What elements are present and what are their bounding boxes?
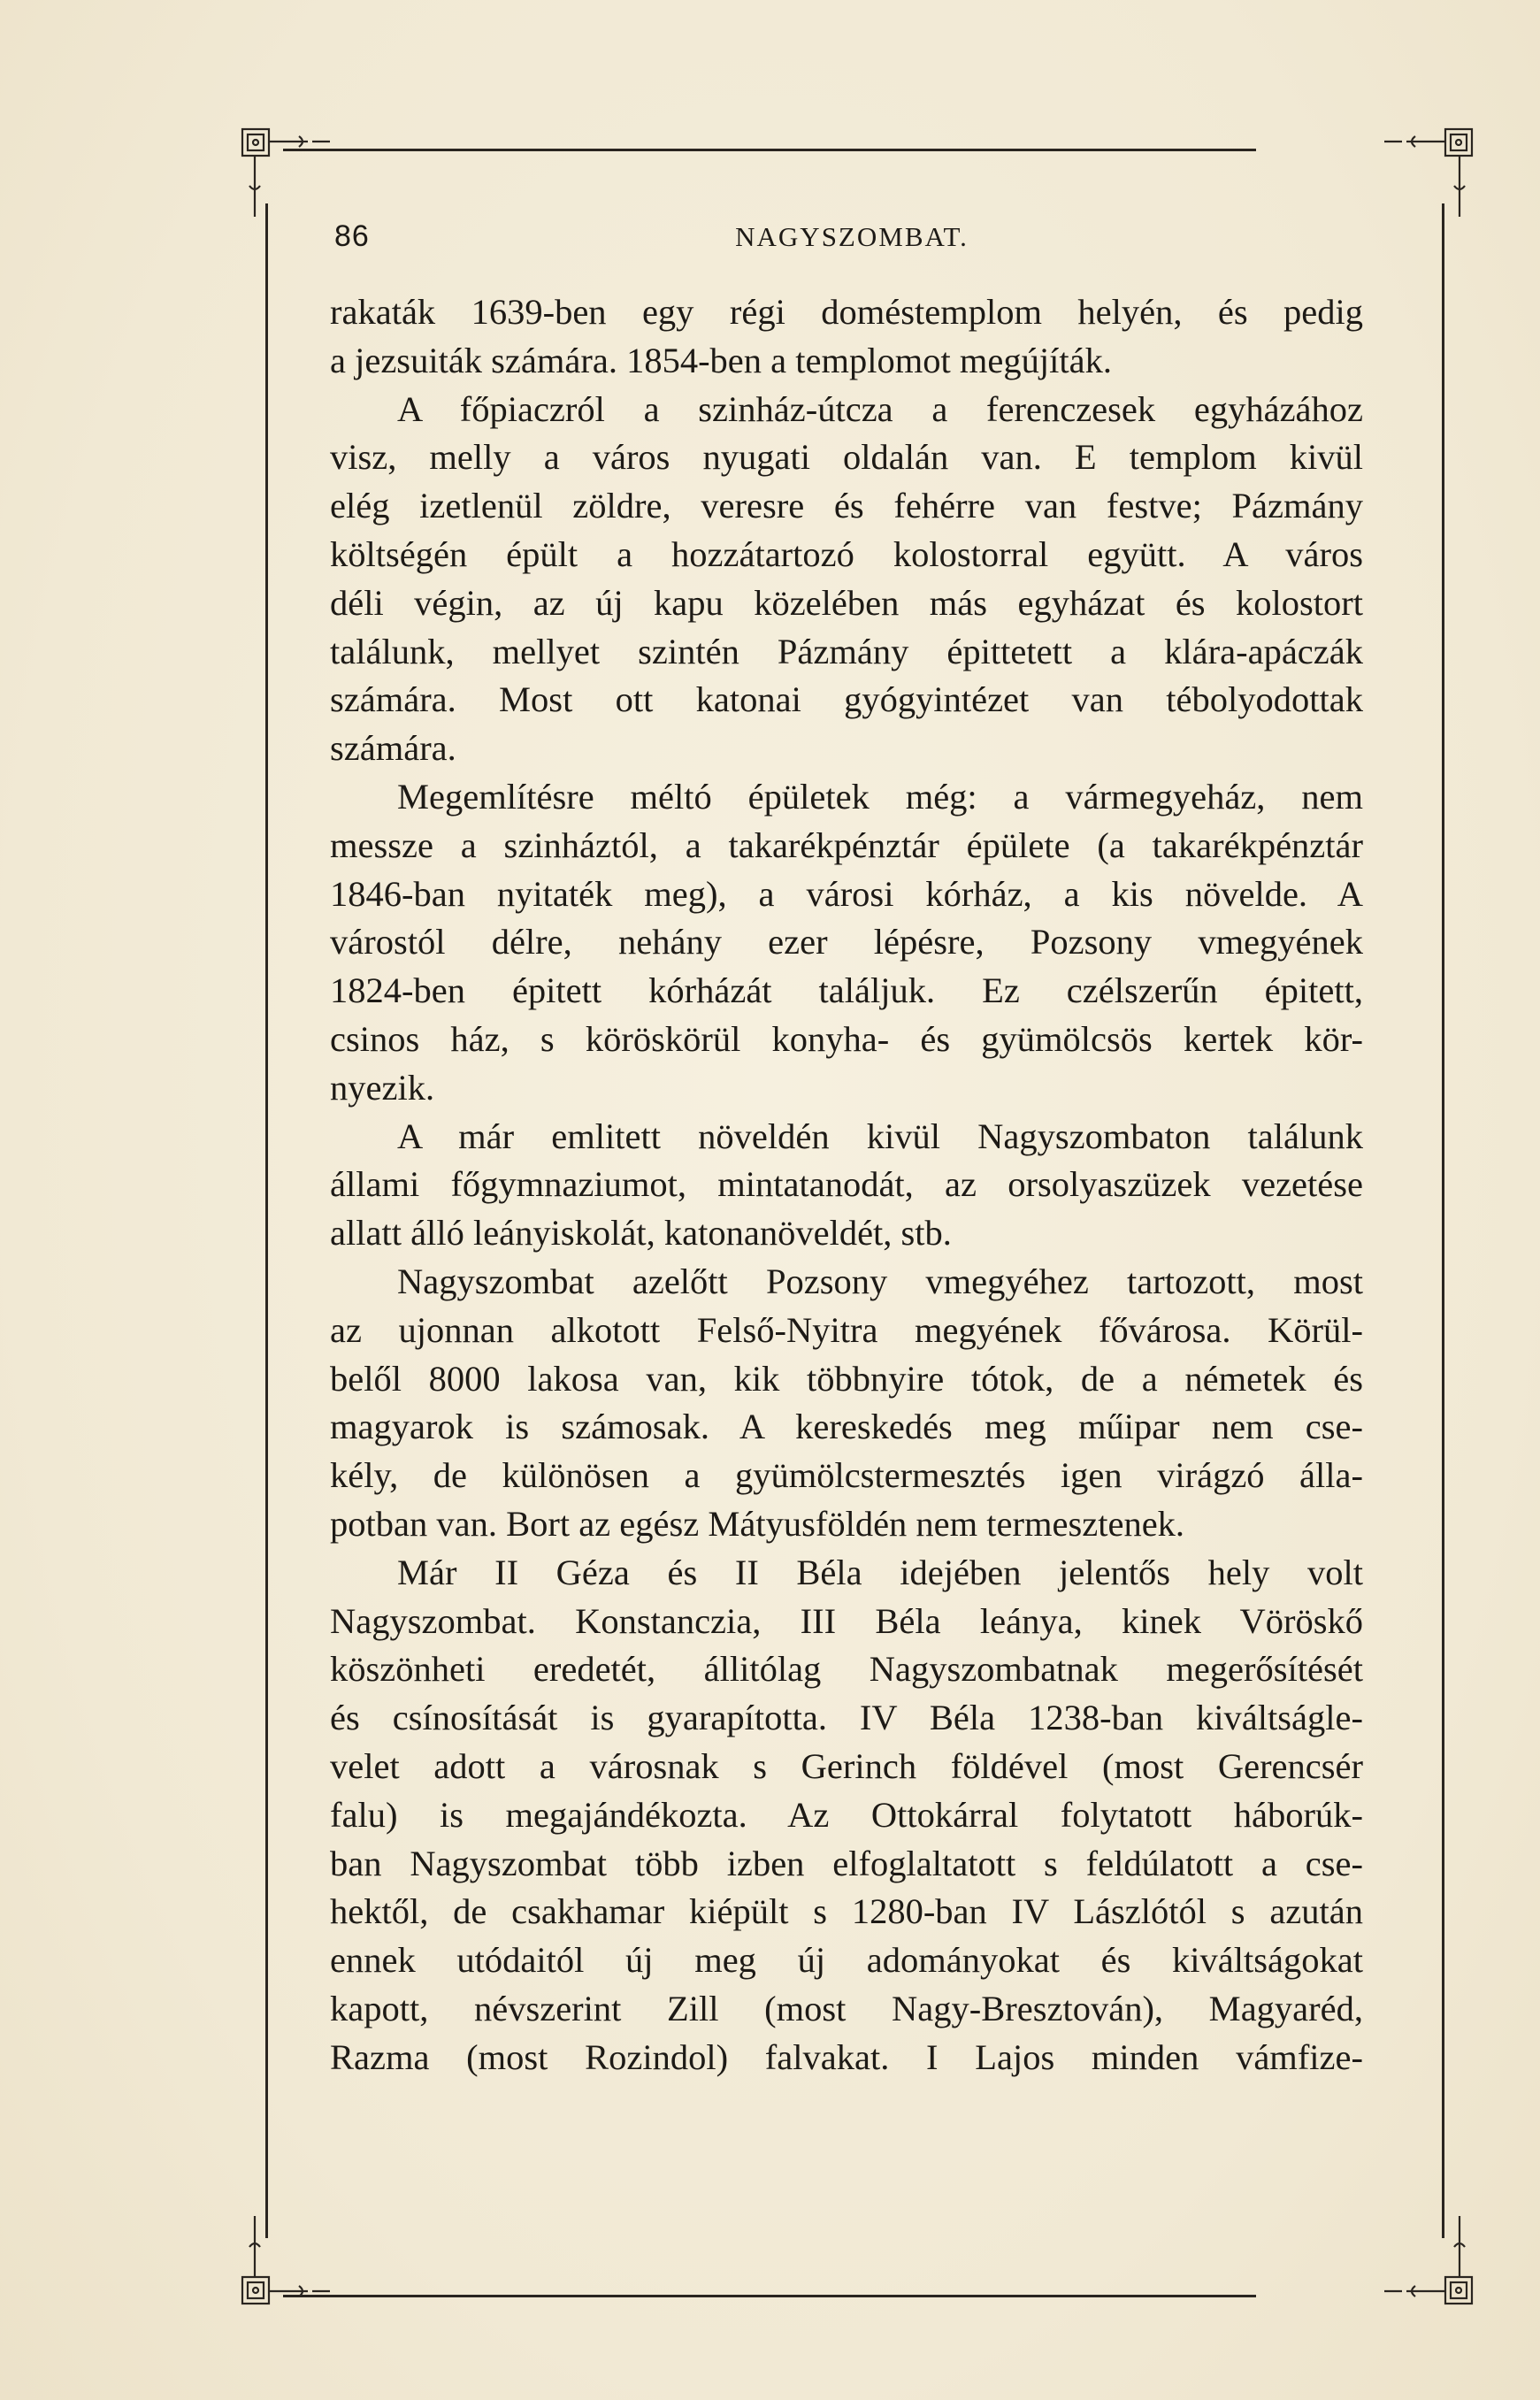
text-line: a jezsuiták számára. 1854-ben a templomot megújíták. [330, 340, 1112, 380]
text-line: rakaták 1639-ben egy régi doméstemplom helyén, és pedig [330, 292, 1363, 332]
ornament-corner-icon [1380, 2212, 1477, 2309]
text-line: ennek utódaitól új meg új adományokat és kiváltságokat [330, 1940, 1363, 1981]
text-line: találunk, mellyet szintén Pázmány épittetett a klára-apáczák [330, 631, 1363, 671]
text-line: Már II Géza és II Béla idejében jelentős hely volt [397, 1552, 1363, 1592]
ornament-corner-icon [237, 2212, 334, 2309]
frame-left-rule [265, 203, 268, 2238]
text-line: potban van. Bort az egész Mátyusföldén nem termesztenek. [330, 1503, 1185, 1544]
body-text [330, 288, 1363, 2082]
text-line: kapott, névszerint Zill (most Nagy-Bresztován), Magyaréd, [330, 1988, 1363, 2028]
frame-top-rule [283, 149, 1256, 151]
text-line: A főpiaczról a szinház-útcza a ferenczesek egyházához [397, 388, 1363, 429]
text-line: 1824-ben épitett kórházát találjuk. Ez czélszerűn épitett, [330, 970, 1363, 1011]
text-line: számára. Most ott katonai gyógyintézet van tébolyodottak [330, 679, 1363, 720]
frame-bottom-rule [283, 2295, 1256, 2297]
text-line: magyarok is számosak. A kereskedés meg műipar nem cse- [330, 1407, 1363, 1447]
ornament-corner-icon [237, 124, 334, 221]
text-line: hektől, de csakhamar kiépült s 1280-ban IV Lászlótól s azután [330, 1891, 1363, 1932]
text-line: Nagyszombat. Konstanczia, III Béla leánya, kinek Vöröskő [330, 1600, 1363, 1641]
text-line: számára. [330, 728, 456, 769]
text-line: A már emlitett növeldén kivül Nagyszombaton találunk [397, 1116, 1363, 1156]
text-line: belől 8000 lakosa van, kik többnyire tótok, de a németek és [330, 1358, 1363, 1399]
text-line: köszönheti eredetét, állitólag Nagyszombatnak megerősítését [330, 1649, 1363, 1690]
text-line: költségén épült a hozzátartozó kolostorral együtt. A város [330, 533, 1363, 574]
text-line: visz, melly a város nyugati oldalán van. E templom kivül [330, 437, 1363, 478]
text-line: falu) is megajándékozta. Az Ottokárral folytatott háborúk- [330, 1794, 1363, 1835]
text-line: csinos ház, s köröskörül konyha- és gyümölcsös kertek kör- [330, 1018, 1363, 1059]
running-title: NAGYSZOMBAT. [735, 221, 969, 252]
text-line: az ujonnan alkotott Felső-Nyitra megyének fővárosa. Körül- [330, 1309, 1363, 1350]
text-line: messze a szinháztól, a takarékpénztár épülete (a takarékpénztár [330, 824, 1363, 865]
text-line: várostól délre, nehány ezer lépésre, Pozsony vmegyének [330, 922, 1363, 962]
text-line: Nagyszombat azelőtt Pozsony vmegyéhez tartozott, most [397, 1261, 1363, 1301]
text-line: déli végin, az új kapu közelében más egyházat és kolostort [330, 582, 1363, 623]
text-line: velet adott a városnak s Gerinch földével (most Gerencsér [330, 1745, 1363, 1786]
frame-right-rule [1442, 203, 1444, 2238]
text-line: állami főgymnaziumot, mintatanodát, az orsolyaszüzek vezetése [330, 1164, 1363, 1205]
text-line: nyezik. [330, 1067, 435, 1108]
text-line: elég izetlenül zöldre, veresre és fehérre van festve; Pázmány [330, 486, 1363, 526]
text-line: kély, de különösen a gyümölcstermesztés igen virágzó álla- [330, 1455, 1363, 1496]
text-line: és csínosítását is gyarapította. IV Béla 1238-ban kiváltságle- [330, 1698, 1363, 1738]
text-line: Megemlítésre méltó épületek még: a vármegyeház, nem [397, 776, 1363, 817]
text-line: ban Nagyszombat több izben elfoglaltatott s feldúlatott a cse- [330, 1843, 1363, 1883]
page-header [334, 219, 1369, 272]
page-number: 86 [334, 219, 370, 253]
text-line: allatt álló leányiskolát, katonanöveldét, stb. [330, 1213, 952, 1254]
ornament-corner-icon [1380, 124, 1477, 221]
text-line: 1846-ban nyitaték meg), a városi kórház, a kis növelde. A [330, 873, 1363, 914]
text-line: Razma (most Rozindol) falvakat. I Lajos minden vámfize- [330, 2036, 1363, 2077]
